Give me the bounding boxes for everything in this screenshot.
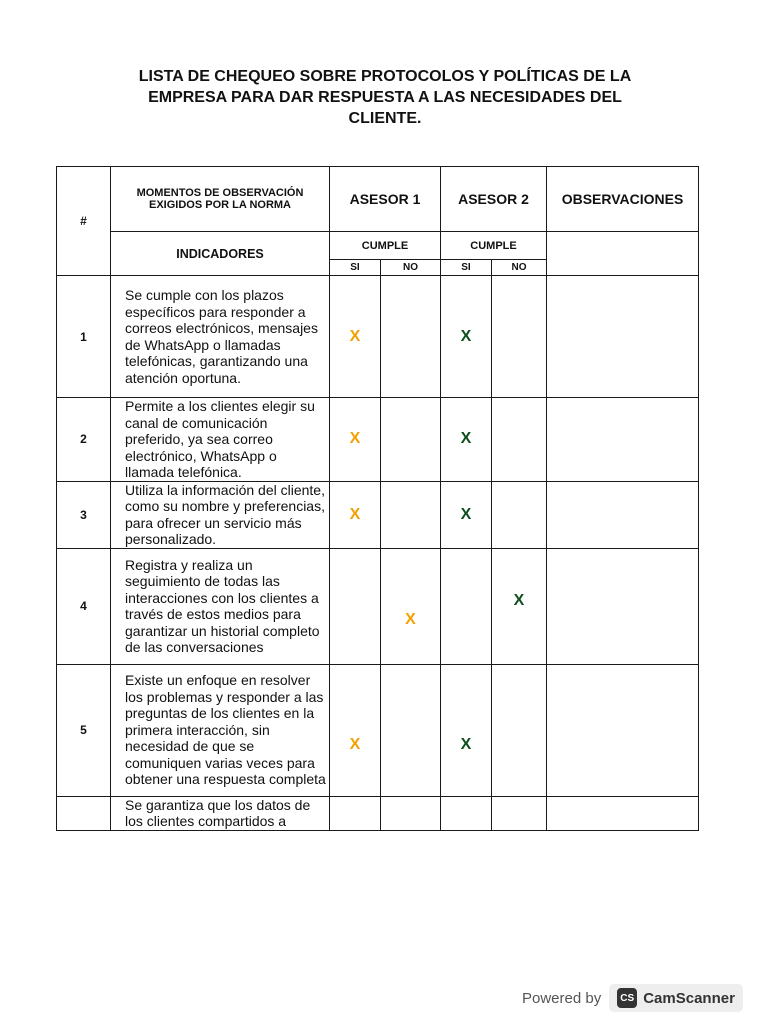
document-title [100,66,670,129]
advisor-1-yes-mark: X [330,664,381,796]
title-line: EMPRESA PARA DAR RESPUESTA A LAS NECESIDADES DEL [148,89,622,106]
row-observation [547,664,699,796]
row-observation [547,276,699,398]
advisor-2-yes-mark: X [441,276,492,398]
advisor-2-yes-mark: X [441,398,492,482]
advisor-2-yes-mark [441,796,492,830]
row-number: 5 [57,664,111,796]
advisor-1-yes-mark: X [330,398,381,482]
advisor-2-yes-mark: X [441,481,492,548]
row-observation [547,398,699,482]
table-row [57,664,699,796]
header-no-1: NO [381,260,441,276]
header-advisor-1: ASESOR 1 [330,167,441,232]
row-indicator: Existe un enfoque en resolver los problemas y responder a las preguntas de los clientes en la primera interacción, sin necesidad de que se comuniquen varias veces para obtener una respuesta completa [111,664,330,796]
row-observation [547,548,699,664]
advisor-2-no-mark [492,276,547,398]
table-row [57,481,699,548]
row-indicator: Utiliza la información del cliente, como su nombre y preferencias, para ofrecer un servicio más personalizado. [111,481,330,548]
camscanner-brand: CamScanner [643,989,735,1007]
table-row [57,276,699,398]
header-advisor-2: ASESOR 2 [441,167,547,232]
powered-by-label: Powered by [522,989,602,1007]
advisor-1-yes-mark [330,548,381,664]
advisor-1-no-mark: X [381,548,441,664]
row-indicator: Se cumple con los plazos específicos para responder a correos electrónicos, mensajes de WhatsApp o llamadas telefónicas, garantizando una atención oportuna. [111,276,330,398]
advisor-2-no-mark [492,664,547,796]
row-number [57,796,111,830]
row-indicator: Se garantiza que los datos de los clientes compartidos a [111,796,330,830]
advisor-1-yes-mark: X [330,276,381,398]
advisor-1-no-mark [381,664,441,796]
header-yes-1: SI [330,260,381,276]
table-row [57,398,699,482]
camscanner-logo-icon: CS [617,988,637,1008]
header-observations-blank [547,232,699,276]
advisor-2-yes-mark: X [441,664,492,796]
row-indicator: Permite a los clientes elegir su canal de comunicación preferido, ya sea correo electrónico, WhatsApp o llamada telefónica. [111,398,330,482]
advisor-2-no-mark [492,398,547,482]
advisor-1-no-mark [381,796,441,830]
camscanner-badge [609,984,743,1012]
advisor-1-yes-mark: X [330,481,381,548]
header-complies-2: CUMPLE [441,232,547,260]
advisor-2-no-mark [492,481,547,548]
table-row [57,796,699,830]
header-indicators: INDICADORES [111,232,330,276]
advisor-1-yes-mark [330,796,381,830]
header-moments: MOMENTOS DE OBSERVACIÓN EXIGIDOS POR LA NORMA [111,167,330,232]
row-number: 3 [57,481,111,548]
advisor-1-no-mark [381,398,441,482]
checklist-table [56,166,699,831]
advisor-2-yes-mark [441,548,492,664]
header-no-2: NO [492,260,547,276]
header-complies-1: CUMPLE [330,232,441,260]
advisor-1-no-mark [381,276,441,398]
header-observations: OBSERVACIONES [547,167,699,232]
advisor-2-no-mark [492,796,547,830]
header-yes-2: SI [441,260,492,276]
advisor-1-no-mark [381,481,441,548]
row-number: 2 [57,398,111,482]
header-number: # [57,167,111,276]
row-number: 1 [57,276,111,398]
title-line: CLIENTE. [348,110,422,127]
row-observation [547,796,699,830]
scanner-watermark [522,982,756,1014]
title-line: LISTA DE CHEQUEO SOBRE PROTOCOLOS Y POLÍTICAS DE LA [138,68,632,85]
row-number: 4 [57,548,111,664]
row-observation [547,481,699,548]
table-row [57,548,699,664]
row-indicator: Registra y realiza un seguimiento de todas las interacciones con los clientes a través de estos medios para garantizar un historial completo de las conversaciones [111,548,330,664]
advisor-2-no-mark: X [492,548,547,664]
